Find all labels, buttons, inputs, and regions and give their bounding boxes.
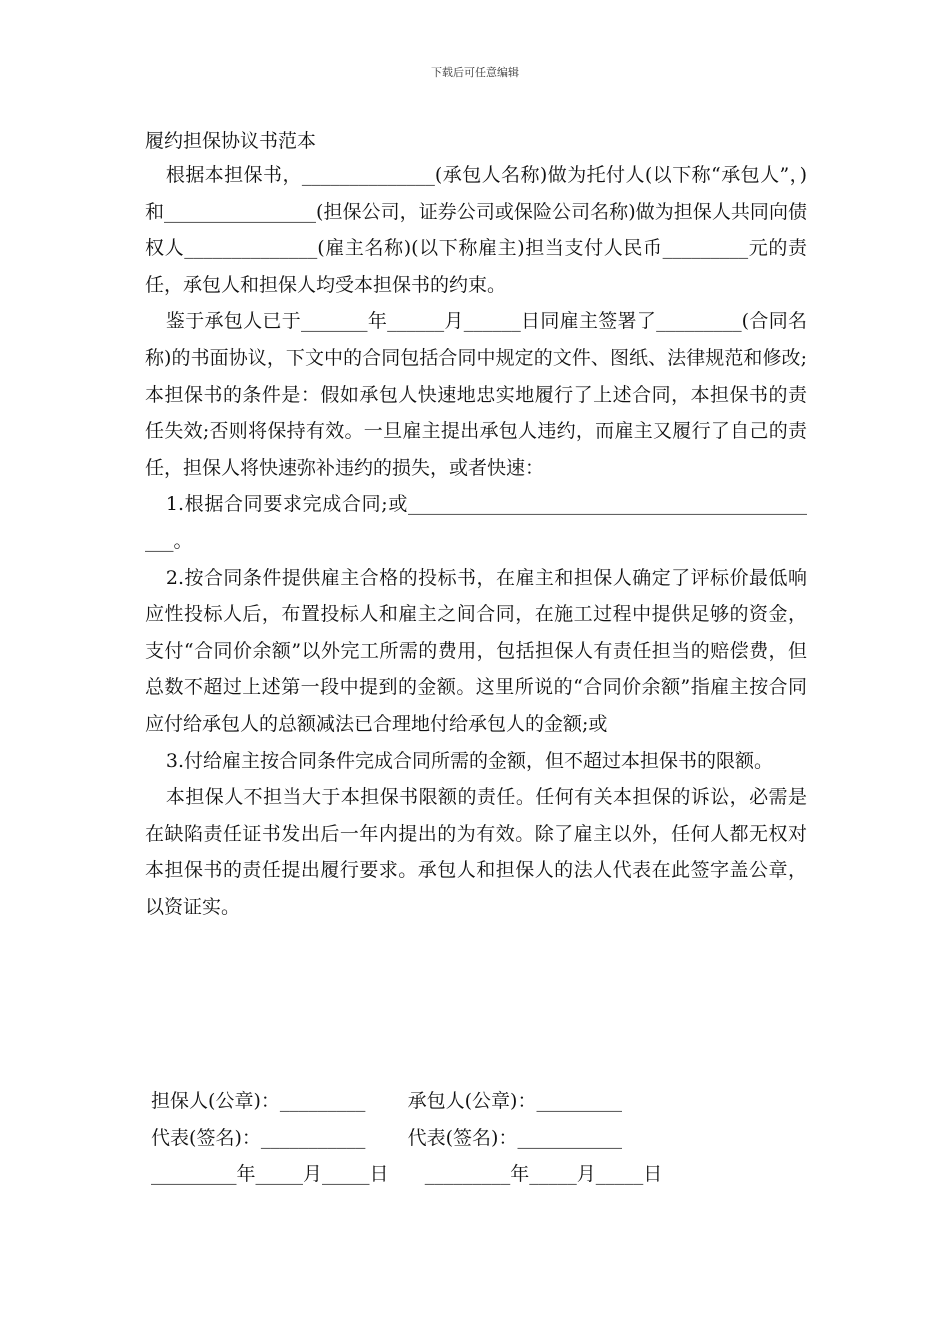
signature-date-line: _________年_____月_____日 _________年_____月_____日 — [145, 1163, 663, 1185]
document-title: 履约担保协议书范本 — [145, 130, 317, 152]
page-header: 下载后可任意编辑 — [431, 66, 519, 79]
paragraph-closing: 本担保人不担当大于本担保书限额的责任。任何有关本担保的诉讼，必需是在缺陷责任证书发出后一年内提出的为有效。除了雇主以外，任何人都无权对本担保书的责任提出履行要求。承包人和担保人的法人代表在此签字盖公章，以资证实。 — [145, 786, 807, 918]
signature-representative-line: 代表(签名)：___________ 代表(签名)：___________ — [145, 1127, 622, 1149]
paragraph-item-2: 2.按合同条件提供雇主合格的投标书，在雇主和担保人确定了评标价最低响应性投标人后，布置投标人和雇主之间合同，在施工过程中提供足够的资金，支付“合同价余额”以外完工所需的费用，包括担保人有责任担当的赔偿费，但总数不超过上述第一段中提到的金额。这里所说的“合同价余额”指雇主按合同应付给承包人的总额减法已合理地付给承包人的金额;或 — [145, 566, 807, 735]
paragraph-whereas: 鉴于承包人已于_______年______月______日同雇主签署了_________(合同名称)的书面协议，下文中的合同包括合同中规定的文件、图纸、法律规范和修改;本担保书的条件是：假如承包人快速地忠实地履行了上述合同，本担保书的责任失效;否则将保持有效。一旦雇主提出承包人违约，而雇主又履行了自己的责任，担保人将快速弥补违约的损失，或者快速： — [145, 310, 807, 479]
document-body — [145, 128, 807, 925]
paragraph-item-3: 3.付给雇主按合同条件完成合同所需的金额，但不超过本担保书的限额。 — [165, 749, 774, 772]
paragraph-item-1: 1.根据合同要求完成合同;或_____________________________________________。 — [145, 493, 807, 552]
paragraph-intro: 根据本担保书，______________(承包人名称)做为托付人(以下称“承包人”，)和________________(担保公司，证券公司或保险公司名称)做为担保人共同向债权人______________(雇主名称)(以下称雇主)担当支付人民币_________元的责任，承包人和担保人均受本担保书的约束。 — [145, 164, 807, 296]
signature-seal-line: 担保人(公章)：_________ 承包人(公章)：_________ — [145, 1090, 622, 1112]
